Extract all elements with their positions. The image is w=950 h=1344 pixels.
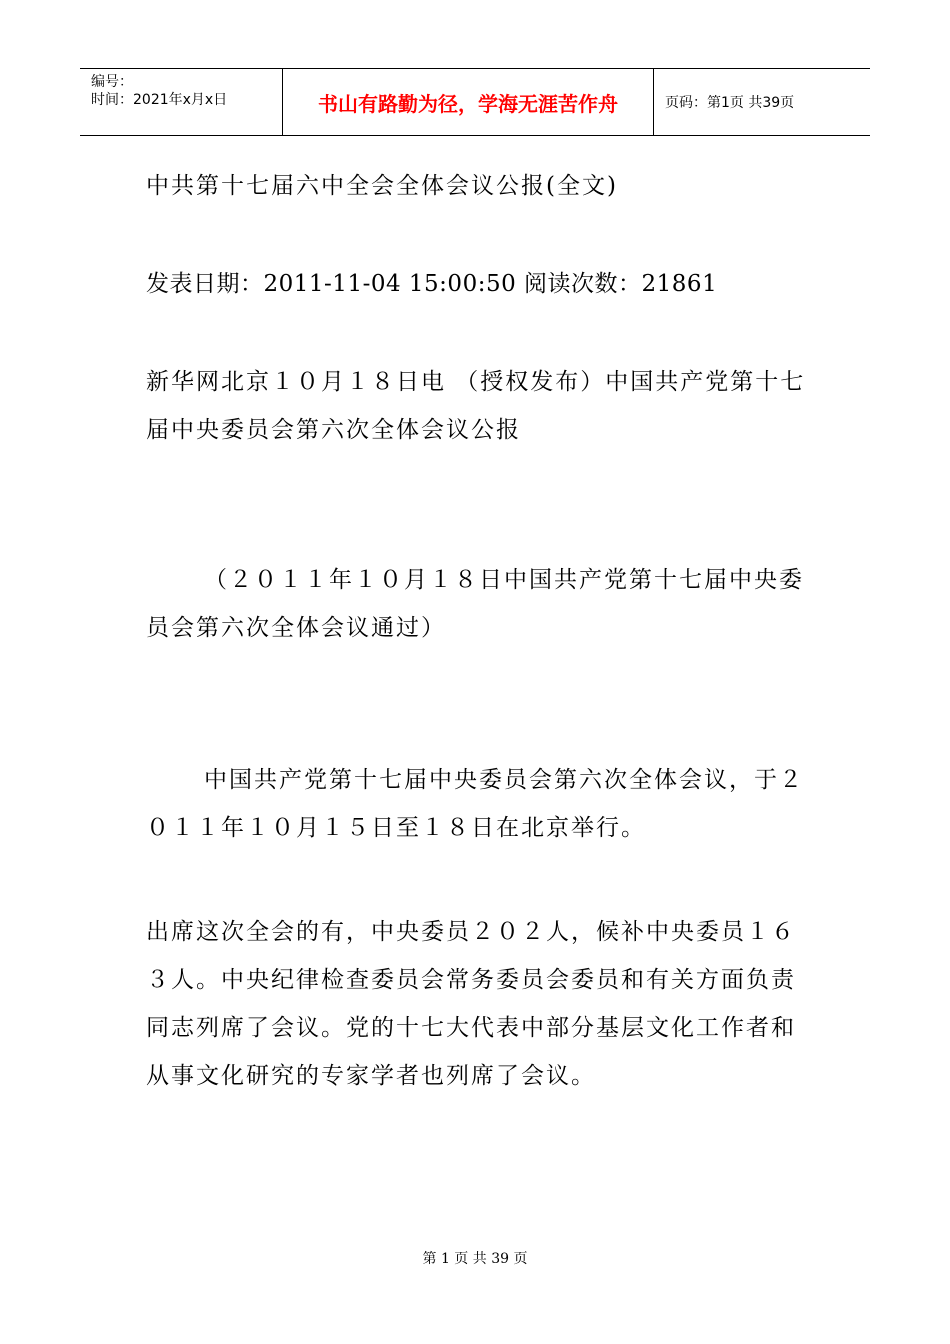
paragraph-4: 出席这次全会的有，中央委员２０２人，候补中央委员１６３人。中央纪律检查委员会常务委员会委员和有关方面负责同志列席了会议。党的十七大代表中部分基层文化工作者和从事文化研究的专家学者也列席了会议。 xyxy=(146,919,796,1089)
time-label: 时间：2021年x月x日 xyxy=(91,92,228,108)
document-title: 中共第十七届六中全会全体会议公报(全文) xyxy=(146,173,618,199)
paragraph-3: 中国共产党第十七届中央委员会第六次全体会议，于２０１１年１０月１５日至１８日在北京举行。 xyxy=(146,767,804,841)
header-slogan-cell xyxy=(283,69,654,135)
footer-page-number: 第 1 页 共 39 页 xyxy=(422,1251,528,1267)
number-label: 编号： xyxy=(91,74,133,90)
publish-info: 发表日期：2011-11-04 15:00:50 阅读次数：21861 xyxy=(146,271,718,297)
header-page-cell xyxy=(654,69,870,135)
slogan-text: 书山有路勤为径，学海无涯苦作舟 xyxy=(318,91,618,116)
header-meta-cell xyxy=(80,69,283,135)
page-footer xyxy=(0,1248,950,1268)
document-header xyxy=(80,68,870,136)
paragraph-1: 新华网北京１０月１８日电 （授权发布）中国共产党第十七届中央委员会第六次全体会议公报 xyxy=(146,369,806,443)
paragraph-2: （２０１１年１０月１８日中国共产党第十七届中央委员会第六次全体会议通过） xyxy=(146,567,804,641)
page-info: 页码：第1页 共39页 xyxy=(665,95,795,111)
